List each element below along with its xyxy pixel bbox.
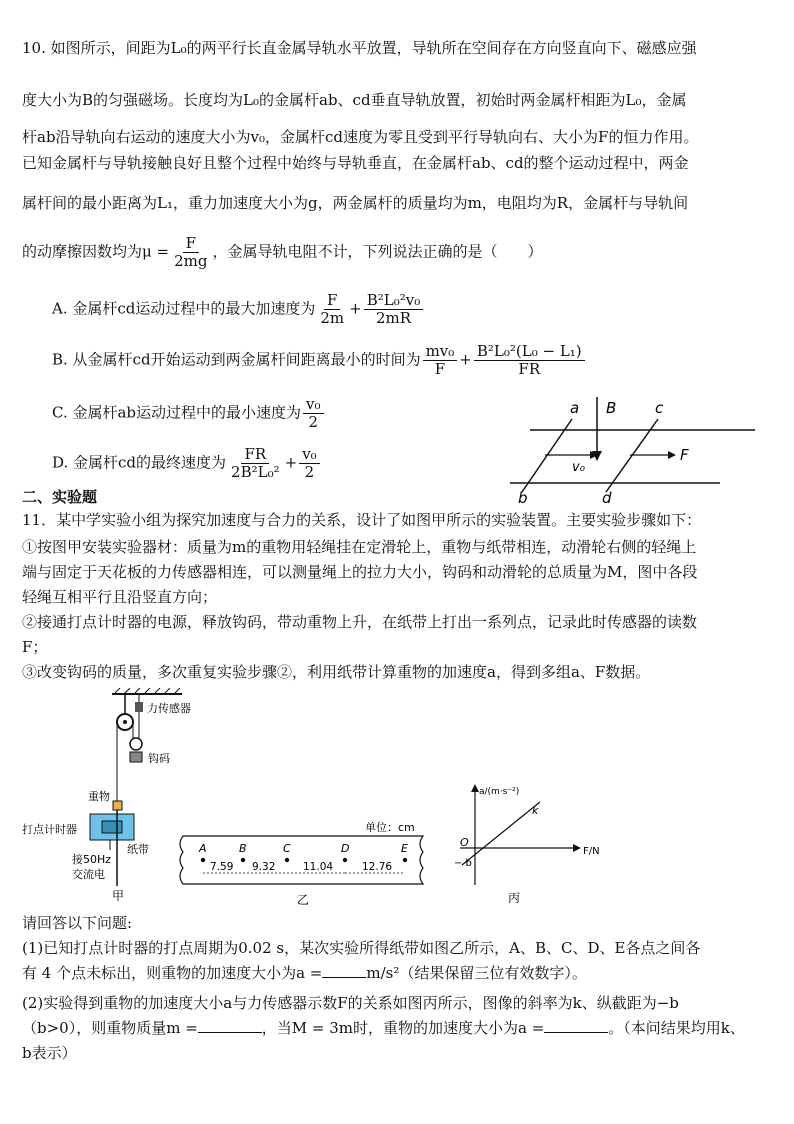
tape-dot <box>403 858 407 862</box>
force-sensor <box>135 702 143 712</box>
label-b: b <box>518 489 528 507</box>
q10-l6-pre: 的动摩擦因数均为μ = <box>22 242 170 261</box>
distance-label: 11.04 <box>303 861 334 873</box>
apparatus-diagram <box>22 688 192 903</box>
q10-line-5: 属杆间的最小距离为L₁，重力加速度大小为g，两金属杆的质量均为m，电阻均为R，金属杆与导轨间 <box>22 194 689 212</box>
tape-point-label: D <box>341 842 350 855</box>
tape-label: 纸带 <box>127 843 149 856</box>
tape-point-label: C <box>283 842 291 855</box>
part1-line-2: 有 4 个点未标出，则重物的加速度大小为a = m/s²（结果保留三位有效数字）。 <box>22 964 587 982</box>
q11-line-6: F； <box>22 638 48 656</box>
option-b-frac-1: $\frac{\text{mv₀}}{F}$ <box>423 343 458 378</box>
part1-line-1: (1)已知打点计时器的打点周期为0.02 s，某次实验所得纸带如图乙所示，A、B、C、D、E各点之间各 <box>22 939 701 957</box>
label-F: F <box>680 446 689 464</box>
option-a-frac-1: $\frac{F}{2m}$ <box>320 291 345 327</box>
caption-bing: 丙 <box>508 891 521 905</box>
section-title: 二、实验题 <box>22 488 98 506</box>
unit-label: 单位：cm <box>365 821 415 834</box>
q11-line-7: ③改变钩码的质量，多次重复实验步骤②，利用纸带计算重物的加速度a，得到多组a、F数据。 <box>22 663 651 681</box>
tape-outline <box>180 836 423 884</box>
power-label-1: 接50Hz <box>72 853 112 866</box>
tape-diagram <box>175 818 435 908</box>
option-a-frac-2: $\frac{\text{B²L₀²v₀}}{2mR}$ <box>364 292 424 327</box>
power-label-2: 交流电 <box>72 868 105 881</box>
mu-fraction: $\frac{F}{2mg}$ <box>174 234 208 270</box>
q10-line-3: 杆ab沿导轨向右运动的速度大小为v₀，金属杆cd速度为零且受到平行导轨向右、大小为F的恒力作用。 <box>22 128 699 146</box>
option-d-frac-1: $\frac{FR}{\text{2B²L₀²}}$ <box>231 445 280 481</box>
option-b: B. 从金属杆cd开始运动到两金属杆间距离最小的时间为 $\frac{\text{mv₀}}{F}$ + $\frac{\text{B²L₀²(L₀ − L₁)}}{FR}$ <box>52 343 587 378</box>
tape-dot <box>343 858 347 862</box>
tape-point-label: A <box>199 842 207 855</box>
y-label: a/(m·s⁻²) <box>479 787 520 797</box>
label-c: c <box>655 399 664 417</box>
caption-yi: 乙 <box>297 893 310 907</box>
answer-blank-2[interactable] <box>198 1018 262 1033</box>
q10-line-4: 已知金属杆与导轨接触良好且整个过程中始终与导轨垂直，在金属杆ab、cd的整个运动过程中，两金 <box>22 154 689 172</box>
rail-diagram <box>500 395 770 507</box>
origin-label: O <box>460 836 469 849</box>
option-c-frac: $\frac{\text{v₀}}{2}$ <box>303 396 324 431</box>
q11-line-4: 轻绳互相平行且沿竖直方向； <box>22 588 218 606</box>
caption-jia: 甲 <box>112 889 125 903</box>
q10-l6-post: ，金属导轨电阻不计，下列说法正确的是（ ） <box>212 242 543 261</box>
part2-line-2: （b>0），则重物质量m = ，当M = 3m时，重物的加速度大小为a = 。（本问结果均用k、 <box>22 1019 745 1037</box>
distance-label: 12.76 <box>362 861 393 873</box>
fit-line <box>462 802 540 865</box>
distance-label: 7.59 <box>210 861 234 873</box>
label-d: d <box>602 489 612 507</box>
part2-line-3: b表示） <box>22 1044 77 1062</box>
option-d: D. 金属杆cd的最终速度为 $\frac{FR}{\text{2B²L₀²}}$ + $\frac{\text{v₀}}{2}$ <box>52 446 322 481</box>
x-label: F/N <box>583 846 600 857</box>
weight-block <box>113 801 122 810</box>
weight-label: 重物 <box>88 790 110 803</box>
answer-blank-3[interactable] <box>544 1018 608 1033</box>
q11-line-1: 11．某中学实验小组为探究加速度与合力的关系，设计了如图甲所示的实验装置。主要实验步骤如下： <box>22 511 702 529</box>
option-a: A. 金属杆cd运动过程中的最大加速度为 $\frac{F}{2m}$ + $\frac{\text{B²L₀²v₀}}{2mR}$ <box>52 292 425 327</box>
force-arrowhead <box>668 451 676 459</box>
tape-dot <box>241 858 245 862</box>
hook-weight <box>130 752 142 762</box>
label-v0: v₀ <box>572 460 585 475</box>
q10-line-6 <box>22 235 542 270</box>
option-c: C. 金属杆ab运动过程中的最小速度为 $\frac{\text{v₀}}{2}$ <box>52 396 326 431</box>
option-d-frac-2: $\frac{\text{v₀}}{2}$ <box>299 446 320 481</box>
q11-line-5: ②接通打点计时器的电源，释放钩码，带动重物上升，在纸带上打出一系列点，记录此时传感器的读数 <box>22 613 698 631</box>
q11-line-3: 端与固定于天花板的力传感器相连，可以测量绳上的拉力大小，钩码和动滑轮的总质量为M，图中各段 <box>22 563 698 581</box>
intercept-label: − b <box>454 858 472 869</box>
movable-pulley <box>130 738 142 750</box>
tape-dot <box>201 858 205 862</box>
hook-label: 钩码 <box>148 752 170 765</box>
distance-label: 9.32 <box>252 861 276 873</box>
q11-line-2: ①按图甲安装实验器材：质量为m的重物用轻绳挂在定滑轮上，重物与纸带相连，动滑轮右侧的轻绳上 <box>22 538 697 556</box>
q10-line-2: 度大小为B的匀强磁场。长度均为L₀的金属杆ab、cd垂直导轨放置，初始时两金属杆相距为L₀，金属 <box>22 91 687 109</box>
option-b-frac-2: $\frac{\text{B²L₀²(L₀ − L₁)}}{FR}$ <box>474 343 585 378</box>
ask-line: 请回答以下问题: <box>22 914 133 932</box>
q10-line-1: 10. 如图所示，间距为L₀的两平行长直金属导轨水平放置，导轨所在空间存在方向竖直向下、磁感应强 <box>22 39 697 57</box>
sensor-label: 力传感器 <box>147 702 191 715</box>
timer-label: 打点计时器 <box>22 823 77 836</box>
label-a: a <box>570 399 580 417</box>
part2-line-1: (2)实验得到重物的加速度大小a与力传感器示数F的关系如图丙所示，图像的斜率为k、纵截距为−b <box>22 994 679 1012</box>
af-graph <box>450 780 630 905</box>
label-B: B <box>606 399 617 417</box>
tape-point-label: B <box>239 842 247 855</box>
answer-blank-1[interactable] <box>322 963 366 978</box>
tape-dot <box>285 858 289 862</box>
slope-label: k <box>532 804 539 817</box>
tape-point-label: E <box>401 842 408 855</box>
